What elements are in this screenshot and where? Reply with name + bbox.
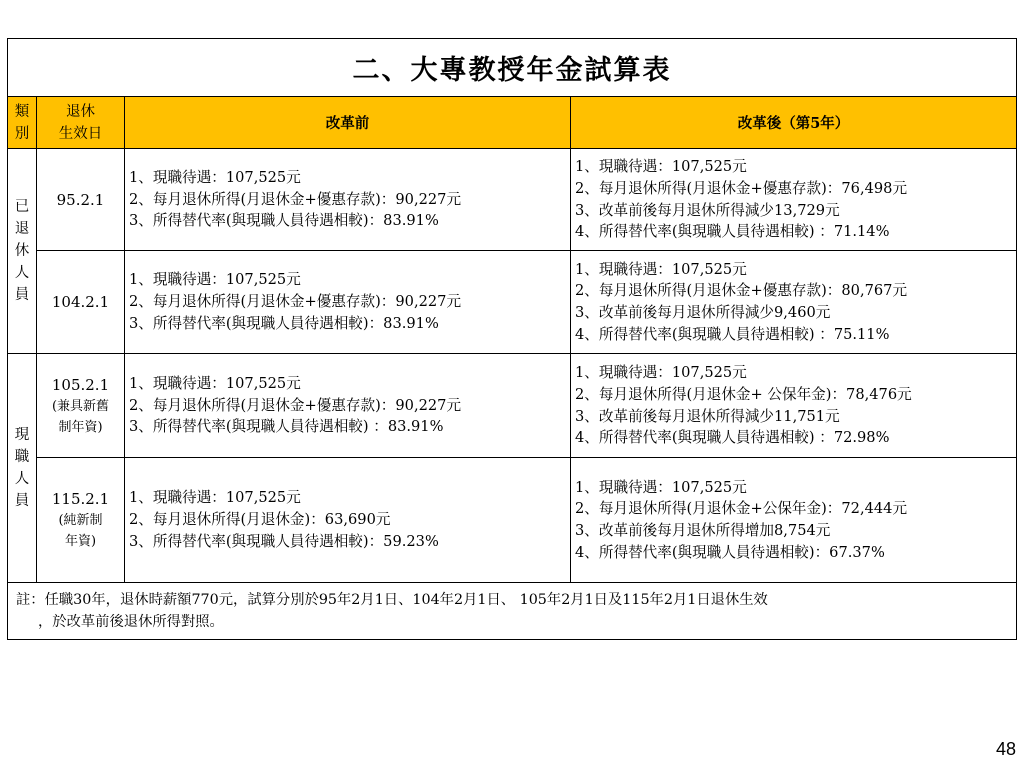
before-line: 3、所得替代率(與現職人員待遇相較)：83.91% [129, 314, 439, 332]
before-cell [125, 149, 571, 251]
footnote [8, 583, 1017, 640]
after-line: 1、現職待遇：107,525元 [575, 260, 747, 278]
retire-date-cell [37, 149, 125, 251]
after-line: 4、所得替代率(與現職人員待遇相較) ：71.14% [575, 223, 890, 241]
before-line: 3、所得替代率(與現職人員待遇相較) ：83.91% [129, 418, 444, 436]
after-cell [571, 149, 1017, 251]
group-retired-char: 員 [14, 287, 30, 303]
after-line: 1、現職待遇：107,525元 [575, 158, 747, 176]
footnote-line: 註：任職30年，退休時薪額770元，試算分別於95年2月1日、104年2月1日、 105年2月1日及115年2月1日退休生效 [16, 592, 768, 608]
retire-date-note: (純新制 [58, 513, 103, 528]
retire-date-note: 制年資) [58, 419, 103, 435]
retire-date-cell [37, 354, 125, 458]
after-line: 1、現職待遇：107,525元 [575, 364, 747, 382]
header-retire-date-line2: 生效日 [58, 125, 103, 142]
after-line: 2、每月退休所得(月退休金+優惠存款)：80,767元 [575, 282, 908, 300]
after-cell [571, 251, 1017, 354]
retire-date: 95.2.1 [56, 190, 105, 209]
group-retired-char: 休 [14, 243, 30, 259]
before-line: 1、現職待遇：107,525元 [129, 168, 301, 186]
retire-date-note: (兼具新舊 [51, 398, 110, 414]
after-cell [571, 354, 1017, 458]
header-after: 改革後（第5年） [571, 97, 1017, 149]
group-retired-char: 退 [14, 221, 30, 237]
retire-date-cell [37, 458, 125, 583]
header-before: 改革前 [125, 97, 571, 149]
before-line: 2、每月退休所得(月退休金+優惠存款)：90,227元 [129, 190, 462, 208]
before-cell [125, 354, 571, 458]
before-line: 2、每月退休所得(月退休金+優惠存款)：90,227元 [129, 293, 462, 311]
after-line: 2、每月退休所得(月退休金+優惠存款)：76,498元 [575, 179, 908, 197]
before-line: 1、現職待遇：107,525元 [129, 489, 301, 507]
header-category-2: 別 [14, 125, 30, 142]
pension-table [7, 38, 1017, 640]
group-retired-char: 已 [14, 199, 30, 215]
after-line: 3、改革前後每月退休所得增加8,754元 [575, 522, 831, 539]
before-line: 3、所得替代率(與現職人員待遇相較)：83.91% [129, 212, 439, 230]
after-line: 1、現職待遇：107,525元 [575, 478, 747, 496]
page-number: 48 [995, 739, 1016, 759]
footnote-line: ，於改革前後退休所得對照。 [38, 614, 224, 630]
header-category [8, 97, 37, 149]
after-line: 3、改革前後每月退休所得減少11,751元 [575, 407, 840, 425]
retire-date: 115.2.1 [51, 490, 110, 508]
header-retire-date [37, 97, 125, 149]
group-retired [8, 149, 37, 354]
retire-date: 105.2.1 [51, 375, 110, 394]
header-category-1: 類 [14, 103, 30, 120]
after-line: 4、所得替代率(與現職人員待遇相較) ：75.11% [575, 325, 890, 343]
before-line: 2、每月退休所得(月退休金)：63,690元 [129, 511, 391, 529]
after-line: 2、每月退休所得(月退休金+公保年金)：72,444元 [575, 500, 908, 518]
before-cell [125, 251, 571, 354]
after-line: 4、所得替代率(與現職人員待遇相較) ：72.98% [575, 429, 890, 447]
header-retire-date-line1: 退休 [66, 103, 95, 120]
before-line: 3、所得替代率(與現職人員待遇相較)：59.23% [129, 532, 439, 550]
group-active-char: 人 [14, 471, 30, 487]
table-title: 二、大專教授年金試算表 [8, 39, 1017, 97]
retire-date-note: 年資) [64, 534, 97, 549]
after-line: 4、所得替代率(與現職人員待遇相較)：67.37% [575, 543, 885, 561]
group-active-char: 職 [14, 449, 30, 465]
group-active-char: 現 [14, 427, 30, 443]
group-active [8, 354, 37, 583]
after-line: 3、改革前後每月退休所得減少13,729元 [575, 201, 840, 219]
group-active-char: 員 [14, 493, 30, 509]
before-line: 1、現職待遇：107,525元 [129, 374, 301, 392]
after-cell [571, 458, 1017, 583]
retire-date-cell [37, 251, 125, 354]
group-retired-char: 人 [14, 265, 30, 281]
before-line: 2、每月退休所得(月退休金+優惠存款)：90,227元 [129, 396, 462, 414]
before-cell [125, 458, 571, 583]
after-line: 3、改革前後每月退休所得減少9,460元 [575, 304, 831, 321]
before-line: 1、現職待遇：107,525元 [129, 271, 301, 289]
retire-date: 104.2.1 [51, 293, 110, 311]
after-line: 2、每月退休所得(月退休金+ 公保年金)：78,476元 [575, 385, 912, 403]
